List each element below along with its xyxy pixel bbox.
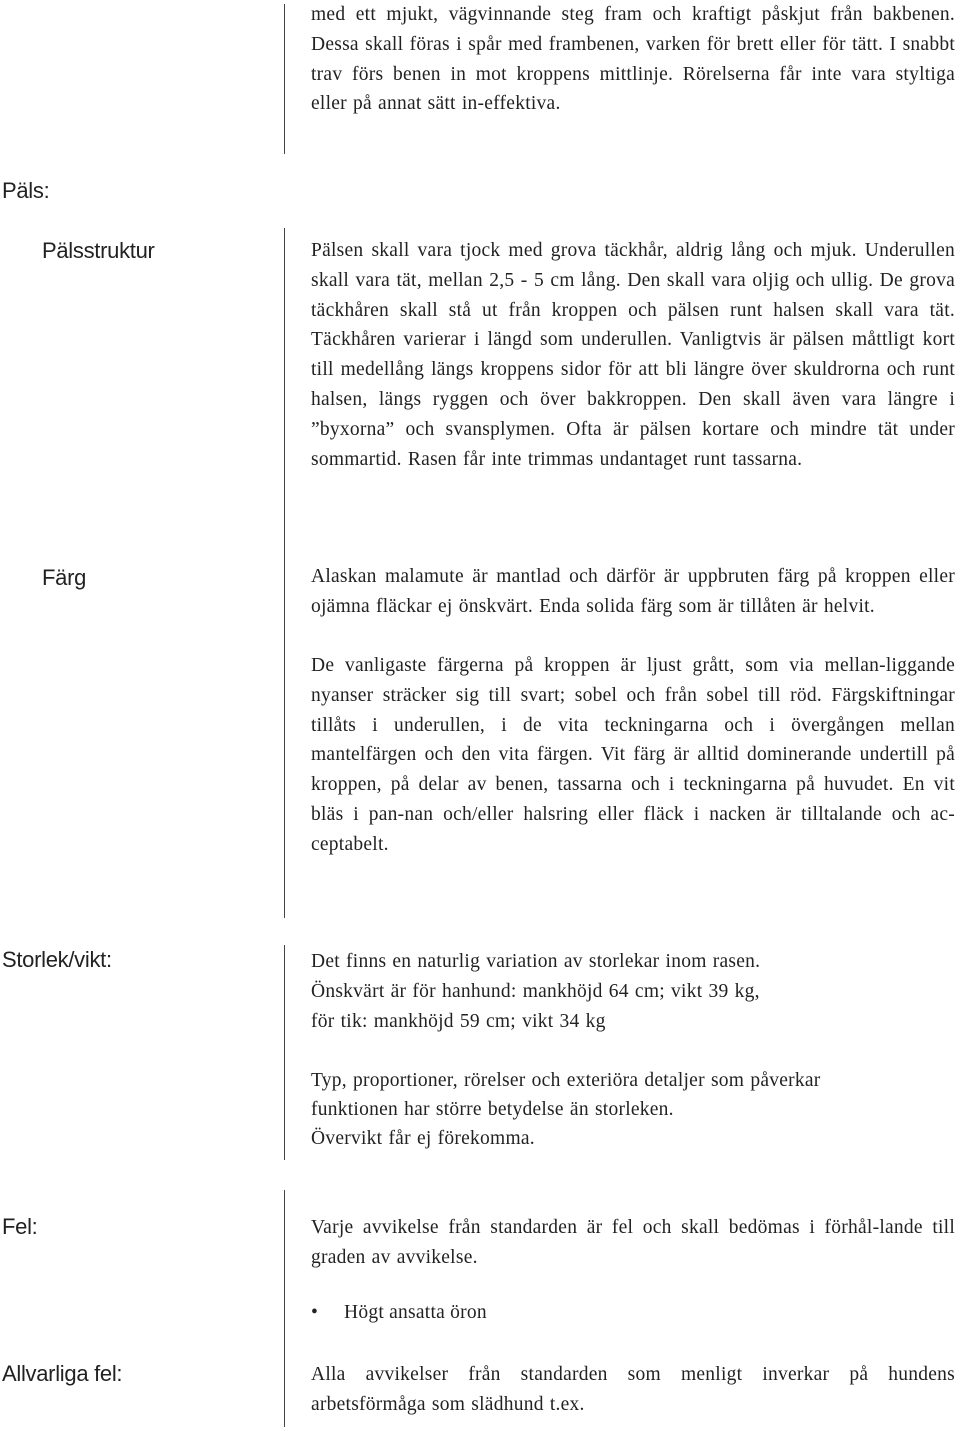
storlek-line-1: Det finns en naturlig variation av storlekar inom rasen.	[311, 951, 761, 972]
storlek-heading: Storlek/vikt:	[2, 947, 112, 972]
fel-paragraph: Varje avvikelse från standarden är fel och skall bedömas i förhål-lande till graden av avvikelse.	[311, 1217, 955, 1268]
allvarliga-fel-heading: Allvarliga fel:	[2, 1361, 123, 1386]
column-divider	[284, 228, 285, 918]
farg-heading: Färg	[42, 565, 87, 590]
column-divider	[284, 945, 285, 1160]
column-divider	[284, 4, 285, 154]
pals-heading: Päls:	[2, 178, 50, 203]
storlek-paragraph-2-line-3: Övervikt får ej förekomma.	[311, 1128, 535, 1149]
intro-paragraph: med ett mjukt, vägvinnande steg fram och kraftigt påskjut från bakbenen. Dessa skall föras i spår med frambenen, varken för brett eller för tätt. I snabbt trav förs benen in mot kroppens mittlinje. Rörelserna får inte vara styltiga eller på annat sätt in-effektiva.	[311, 4, 955, 115]
palsstruktur-heading: Pälsstruktur	[42, 238, 155, 263]
column-divider	[284, 1190, 285, 1427]
allvarliga-fel-paragraph: Alla avvikelser från standarden som menligt inverkar på hundens arbetsförmåga som slädhund t.ex.	[311, 1364, 955, 1415]
storlek-paragraph-2-line-1: Typ, proportioner, rörelser och exteriöra detaljer som påverkar	[311, 1070, 821, 1091]
fel-bullet-item	[311, 1302, 487, 1324]
fel-bullet-text: Högt ansatta öron	[344, 1302, 487, 1323]
storlek-paragraph-2-line-2: funktionen har större betydelse än storleken.	[311, 1099, 674, 1120]
storlek-line-2: Önskvärt är för hanhund: mankhöjd 64 cm; vikt 39 kg,	[311, 981, 760, 1002]
farg-paragraph-1: Alaskan malamute är mantlad och därför är uppbruten färg på kroppen eller ojämna fläckar ej önskvärt. Enda solida färg som är tillåten är helvit.	[311, 566, 955, 617]
storlek-line-3: för tik: mankhöjd 59 cm; vikt 34 kg	[311, 1011, 606, 1032]
fel-heading: Fel:	[2, 1214, 38, 1239]
palsstruktur-paragraph: Pälsen skall vara tjock med grova täckhår, aldrig lång och mjuk. Underullen skall vara tät, mellan 2,5 - 5 cm lång. Den skall vara oljig och ullig. De grova täckhåren skall stå ut från kroppen och pälsen runt halsen skall vara tät. Täckhåren varierar i längd som underullen. Vanligtvis är pälsen måttligt kort till medellång längs kroppens sidor för att bli längre över skuldrorna och runt halsen, längs ryggen och över bakkroppen. Den skall även vara längre i ”byxorna” och svansplymen. Ofta är pälsen kortare och mindre tät under sommartid. Rasen får inte trimmas undantaget runt tassarna.	[311, 240, 955, 470]
bullet-icon: •	[311, 1302, 319, 1323]
farg-paragraph-2: De vanligaste färgerna på kroppen är ljust grått, som via mellan-liggande nyanser sträcker sig till svart; sobel och från sobel till röd. Färgskiftningar tillåts i underullen, i de vita teckningarna och i övergången mellan mantelfärgen och den vita färgen. Vit färg är alltid dominerande undertill på kroppen, på delar av benen, tassarna och i teckningarna på huvudet. En vit bläs i pan-nan och/eller halsring eller fläck i nacken är tilltalande och ac-ceptabelt.	[311, 655, 955, 855]
